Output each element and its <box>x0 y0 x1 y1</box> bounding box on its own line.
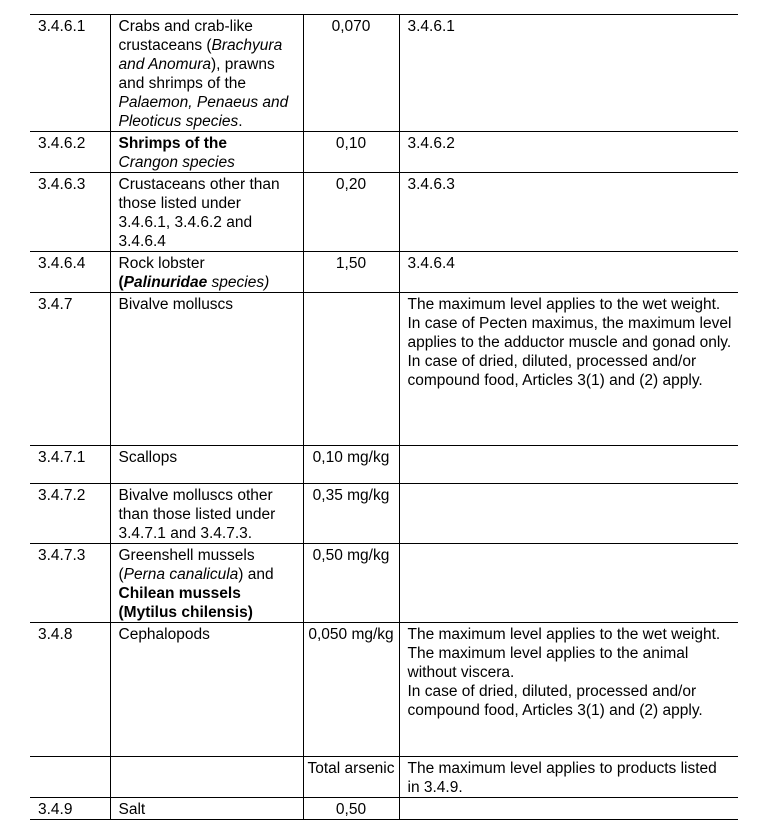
row-product: Shrimps of the Crangon species <box>110 132 303 173</box>
row-note: 3.4.6.4 <box>399 252 738 293</box>
row-code: 3.4.8 <box>30 623 110 757</box>
table-row <box>30 544 738 623</box>
row-code: 3.4.9 <box>30 798 110 820</box>
row-note <box>399 544 738 623</box>
row-level: 1,50 <box>303 252 399 293</box>
row-note: The maximum level applies to the wet weight. The maximum level applies to the animal without viscera. In case of dried, diluted, processed and/or compound food, Articles 3(1) and (2) apply. <box>399 623 738 757</box>
row-note <box>399 446 738 484</box>
row-level: 0,10 <box>303 132 399 173</box>
table-row <box>30 446 738 484</box>
row-product <box>110 757 303 798</box>
table-row <box>30 173 738 252</box>
row-code: 3.4.6.1 <box>30 15 110 132</box>
row-product: Bivalve molluscs other than those listed under 3.4.7.1 and 3.4.7.3. <box>110 484 303 544</box>
row-code: 3.4.7.3 <box>30 544 110 623</box>
row-code: 3.4.6.2 <box>30 132 110 173</box>
row-level: 0,050 mg/kg <box>303 623 399 757</box>
row-product: Greenshell mussels (Perna canalicula) and Chilean mussels (Mytilus chilensis) <box>110 544 303 623</box>
row-level: 0,20 <box>303 173 399 252</box>
table-row <box>30 757 738 798</box>
row-note: The maximum level applies to products listed in 3.4.9. <box>399 757 738 798</box>
row-note: 3.4.6.2 <box>399 132 738 173</box>
row-product: Rock lobster (Palinuridae species) <box>110 252 303 293</box>
row-product: Scallops <box>110 446 303 484</box>
row-note: The maximum level applies to the wet weight. In case of Pecten maximus, the maximum level applies to the adductor muscle and gonad only. In case of dried, diluted, processed and/or compound food, Articles 3(1) and (2) apply. <box>399 293 738 446</box>
row-code: 3.4.7.2 <box>30 484 110 544</box>
row-note <box>399 798 738 820</box>
table-row <box>30 623 738 757</box>
table-row <box>30 484 738 544</box>
row-level: 0,35 mg/kg <box>303 484 399 544</box>
table-row <box>30 798 738 820</box>
row-code: 3.4.7 <box>30 293 110 446</box>
row-level: 0,50 mg/kg <box>303 544 399 623</box>
table-row <box>30 252 738 293</box>
row-level: 0,50 <box>303 798 399 820</box>
max-levels-table <box>30 14 738 820</box>
table-row <box>30 293 738 446</box>
row-code: 3.4.6.3 <box>30 173 110 252</box>
row-level: Total arsenic <box>303 757 399 798</box>
row-product: Salt <box>110 798 303 820</box>
row-level: 0,10 mg/kg <box>303 446 399 484</box>
row-note <box>399 484 738 544</box>
row-code <box>30 757 110 798</box>
table-row <box>30 132 738 173</box>
row-product: Bivalve molluscs <box>110 293 303 446</box>
row-note: 3.4.6.1 <box>399 15 738 132</box>
table-row <box>30 15 738 132</box>
row-code: 3.4.6.4 <box>30 252 110 293</box>
row-note: 3.4.6.3 <box>399 173 738 252</box>
row-level: 0,070 <box>303 15 399 132</box>
row-product: Crustaceans other than those listed under 3.4.6.1, 3.4.6.2 and 3.4.6.4 <box>110 173 303 252</box>
row-product: Cephalopods <box>110 623 303 757</box>
row-level <box>303 293 399 446</box>
row-code: 3.4.7.1 <box>30 446 110 484</box>
row-product: Crabs and crab-like crustaceans (Brachyura and Anomura), prawns and shrimps of the Palaemon, Penaeus and Pleoticus species. <box>110 15 303 132</box>
